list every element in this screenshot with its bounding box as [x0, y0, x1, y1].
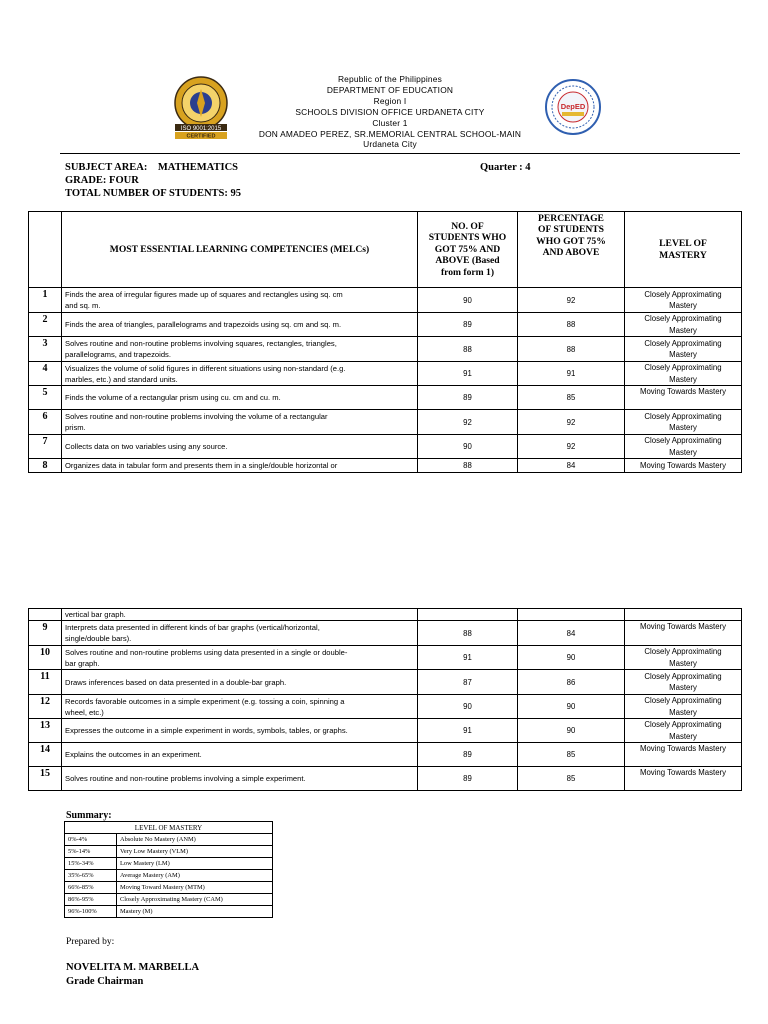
- mastery-level: [625, 646, 742, 670]
- student-percentage: 92: [518, 410, 625, 435]
- header-count-line: from form 1): [440, 266, 495, 278]
- student-count: 90: [418, 435, 518, 459]
- row-number: 15: [29, 767, 62, 791]
- competency-line: prism.: [65, 423, 86, 432]
- competency-line: Visualizes the volume of solid figures in different situations using non-standard (e.g.: [65, 363, 346, 373]
- deped-badge-text: DepED: [560, 102, 586, 111]
- letterhead-line: DON AMADEO PEREZ, SR.MEMORIAL CENTRAL SCHOOL-MAIN: [258, 128, 522, 139]
- header-level-line: LEVEL OF: [659, 238, 707, 250]
- competency-text: [62, 288, 418, 313]
- competency-line: Explains the outcomes in an experiment.: [65, 750, 202, 759]
- summary-label: Moving Toward Mastery (MTM): [117, 882, 273, 894]
- header-competency: MOST ESSENTIAL LEARNING COMPETENCIES (MELCs): [62, 212, 418, 288]
- mastery-level: [625, 621, 742, 646]
- header-count-line: NO. OF: [451, 220, 484, 232]
- signatory-position: Grade Chairman: [66, 976, 144, 987]
- mastery-level-line: Moving Towards Mastery: [639, 387, 727, 396]
- student-count: 92: [418, 410, 518, 435]
- melc-row: [29, 362, 742, 386]
- mastery-level-line: Closely Approximating: [644, 436, 722, 445]
- summary-row: [65, 846, 273, 858]
- grade-label: GRADE: FOUR: [65, 175, 139, 186]
- prepared-by-label: Prepared by:: [66, 937, 115, 947]
- mastery-level-line: Closely Approximating: [644, 289, 722, 299]
- student-count: 88: [418, 621, 518, 646]
- header-percentage-line: OF STUDENTS: [537, 224, 605, 236]
- melc-row: [29, 435, 742, 459]
- quarter-label: Quarter : 4: [480, 162, 531, 173]
- student-count: 91: [418, 362, 518, 386]
- student-percentage: 85: [518, 743, 625, 767]
- student-count: 91: [418, 646, 518, 670]
- competency-line: parallelograms, and trapezoids.: [65, 350, 171, 359]
- mastery-level-line: Moving Towards Mastery: [639, 622, 727, 631]
- row-number: 4: [29, 362, 62, 386]
- student-percentage: 92: [518, 288, 625, 313]
- summary-row: [65, 834, 273, 846]
- competency-line: and sq. m.: [65, 301, 101, 310]
- row-number: 6: [29, 410, 62, 435]
- melc-row: [29, 313, 742, 337]
- mastery-level-line: Moving Towards Mastery: [639, 744, 727, 753]
- header-percentage-line: WHO GOT 75%: [536, 235, 606, 247]
- melc-row: [29, 621, 742, 646]
- competency-text: [62, 459, 418, 473]
- row-number: 8: [29, 459, 62, 473]
- summary-label: Closely Approximating Mastery (CAM): [117, 894, 273, 906]
- school-seal-left: [166, 75, 236, 141]
- competency-text: [62, 695, 418, 719]
- competency-line: marbles, etc.) and standard units.: [65, 374, 178, 384]
- student-percentage: 88: [518, 313, 625, 337]
- competency-text: [62, 313, 418, 337]
- row-number: 3: [29, 337, 62, 362]
- student-count: 90: [418, 288, 518, 313]
- competency-line: Records favorable outcomes in a simple experiment (e.g. tossing a coin, spinning a: [65, 696, 345, 706]
- mastery-level-line: Mastery: [669, 374, 697, 384]
- competency-line: Solves routine and non-routine problems involving the volume of a rectangular: [65, 412, 328, 421]
- summary-range: 15%-34%: [65, 858, 117, 870]
- mastery-level-line: Moving Towards Mastery: [639, 460, 727, 470]
- student-count: 89: [418, 313, 518, 337]
- row-number: 2: [29, 313, 62, 337]
- row-number: 9: [29, 621, 62, 646]
- letterhead-line: SCHOOLS DIVISION OFFICE URDANETA CITY: [295, 106, 485, 117]
- competency-text: [62, 646, 418, 670]
- mastery-level: [625, 695, 742, 719]
- summary-label: Mastery (M): [117, 906, 273, 918]
- mastery-level-line: Closely Approximating: [644, 363, 722, 372]
- mastery-level-line: Mastery: [669, 423, 697, 432]
- competency-line: Finds the area of triangles, parallelograms and trapezoids using sq. cm and sq. m.: [65, 320, 342, 329]
- mastery-level: [625, 410, 742, 435]
- competency-text: [62, 362, 418, 386]
- mastery-level: [625, 767, 742, 791]
- competency-line: Solves routine and non-routine problems involving squares, rectangles, triangles,: [65, 339, 337, 348]
- competency-text: [62, 719, 418, 743]
- competency-line: Solves routine and non-routine problems using data presented in a single or double-: [65, 647, 348, 657]
- letterhead-line: Urdaneta City: [363, 139, 417, 150]
- competency-line: Collects data on two variables using any source.: [65, 442, 228, 451]
- mastery-level-line: Closely Approximating: [644, 338, 722, 348]
- melc-table-continued: [28, 608, 742, 791]
- mastery-level: [625, 362, 742, 386]
- summary-title: Summary:: [66, 810, 112, 821]
- mastery-level: [625, 743, 742, 767]
- summary-table-title: LEVEL OF MASTERY: [65, 822, 273, 834]
- header-divider: [60, 153, 740, 154]
- letterhead-line: Cluster 1: [372, 117, 408, 128]
- row-number: 10: [29, 646, 62, 670]
- summary-row: [65, 870, 273, 882]
- header-count-line: ABOVE (Based: [435, 255, 500, 267]
- student-percentage: 90: [518, 646, 625, 670]
- total-students-label: TOTAL NUMBER OF STUDENTS: 95: [65, 188, 242, 199]
- summary-range: 86%-95%: [65, 894, 117, 906]
- student-count: 87: [418, 670, 518, 695]
- subject-value: MATHEMATICS: [157, 162, 238, 173]
- competency-text: [62, 621, 418, 646]
- competency-text: [62, 386, 418, 410]
- competency-line: bar graph.: [65, 658, 100, 668]
- student-count: 91: [418, 719, 518, 743]
- student-percentage: 85: [518, 386, 625, 410]
- mastery-level-line: Mastery: [669, 683, 697, 692]
- mastery-level-line: Moving Towards Mastery: [639, 768, 727, 777]
- competency-line: Solves routine and non-routine problems involving a simple experiment.: [65, 774, 306, 783]
- mastery-level: [625, 435, 742, 459]
- mastery-level-line: Mastery: [669, 325, 697, 335]
- student-count: 89: [418, 386, 518, 410]
- subject-area: [65, 161, 238, 174]
- header-percentage-line: PERCENTAGE: [538, 213, 604, 224]
- header-number-cell: [29, 212, 62, 288]
- melc-row: [29, 646, 742, 670]
- letterhead-line: DEPARTMENT OF EDUCATION: [326, 84, 454, 95]
- seal-ribbon-text: ISO 9001:2015: [180, 126, 222, 132]
- seal-ribbon-subtext: CERTIFIED: [186, 133, 216, 140]
- summary-range: 0%-4%: [65, 834, 117, 846]
- letterhead: [230, 74, 550, 150]
- mastery-level-line: Mastery: [669, 658, 697, 668]
- competency-line: Finds the area of irregular figures made up of squares and rectangles using sq. cm: [65, 290, 343, 299]
- mastery-level-line: Mastery: [669, 301, 697, 310]
- mastery-level-line: Closely Approximating: [644, 696, 722, 705]
- mastery-level: [625, 313, 742, 337]
- competency-text: [62, 337, 418, 362]
- student-percentage: 90: [518, 719, 625, 743]
- header-count: [418, 212, 518, 288]
- competency-text: [62, 435, 418, 459]
- mastery-level-line: Closely Approximating: [644, 720, 722, 729]
- row-number: 11: [29, 670, 62, 695]
- header-count-line: GOT 75% AND: [434, 243, 501, 255]
- melc-row: [29, 386, 742, 410]
- melc-row: [29, 695, 742, 719]
- header-percentage: [518, 212, 625, 288]
- continuation-level-cell: [625, 609, 742, 621]
- student-count: 89: [418, 743, 518, 767]
- competency-text: [62, 670, 418, 695]
- school-seal-right: [543, 78, 603, 136]
- summary-label: Low Mastery (LM): [117, 858, 273, 870]
- student-count: 88: [418, 337, 518, 362]
- school-seal-left-icon: [166, 75, 236, 141]
- signatory-name: NOVELITA M. MARBELLA: [66, 962, 200, 973]
- summary-row: [65, 906, 273, 918]
- student-percentage: 86: [518, 670, 625, 695]
- summary-table: [64, 821, 273, 918]
- mastery-level: [625, 459, 742, 473]
- row-number: 13: [29, 719, 62, 743]
- student-percentage: 84: [518, 621, 625, 646]
- competency-line: Finds the volume of a rectangular prism using cu. cm and cu. m.: [65, 393, 281, 402]
- summary-range: 66%-85%: [65, 882, 117, 894]
- header-level: [625, 212, 742, 288]
- mastery-level: [625, 670, 742, 695]
- melc-row: [29, 767, 742, 791]
- continuation-percent-cell: [518, 609, 625, 621]
- continuation-text: vertical bar graph.: [62, 609, 418, 621]
- student-count: 89: [418, 767, 518, 791]
- melc-row: [29, 459, 742, 473]
- student-percentage: 92: [518, 435, 625, 459]
- header-count-line: STUDENTS WHO: [428, 232, 507, 244]
- competency-line: Draws inferences based on data presented in a double-bar graph.: [65, 677, 287, 687]
- competency-line: wheel, etc.): [65, 707, 104, 717]
- summary-label: Very Low Mastery (VLM): [117, 846, 273, 858]
- summary-label: Average Mastery (AM): [117, 870, 273, 882]
- row-number: 7: [29, 435, 62, 459]
- melc-row: [29, 337, 742, 362]
- header-level-line: MASTERY: [659, 249, 707, 261]
- mastery-level-line: Mastery: [669, 707, 697, 717]
- header-percentage-line: AND ABOVE: [542, 247, 600, 259]
- student-percentage: 85: [518, 767, 625, 791]
- competency-line: single/double bars).: [65, 634, 132, 643]
- student-percentage: 91: [518, 362, 625, 386]
- mastery-level: [625, 386, 742, 410]
- summary-row: [65, 894, 273, 906]
- melc-row: [29, 743, 742, 767]
- row-number: 5: [29, 386, 62, 410]
- competency-line: Interprets data presented in different kinds of bar graphs (vertical/horizontal,: [65, 623, 320, 632]
- competency-text: [62, 410, 418, 435]
- letterhead-line: Republic of the Philippines: [337, 74, 443, 84]
- mastery-level: [625, 719, 742, 743]
- melc-row: [29, 719, 742, 743]
- melc-table: [28, 211, 742, 473]
- mastery-level-line: Closely Approximating: [644, 671, 722, 681]
- summary-range: 5%-14%: [65, 846, 117, 858]
- mastery-level-line: Closely Approximating: [644, 314, 722, 323]
- student-count: 90: [418, 695, 518, 719]
- summary-header-row: [65, 822, 273, 834]
- melc-row: [29, 670, 742, 695]
- mastery-level-line: Mastery: [669, 350, 697, 359]
- mastery-level-line: Closely Approximating: [644, 411, 722, 421]
- deped-seal-icon: [543, 78, 603, 136]
- student-percentage: 90: [518, 695, 625, 719]
- competency-text: [62, 767, 418, 791]
- row-number: 12: [29, 695, 62, 719]
- mastery-level-line: Mastery: [669, 447, 697, 457]
- summary-label: Absolute No Mastery (ANM): [117, 834, 273, 846]
- student-percentage: 84: [518, 459, 625, 473]
- melc-row: [29, 410, 742, 435]
- mastery-level-line: Closely Approximating: [644, 647, 722, 656]
- summary-range: 35%-65%: [65, 870, 117, 882]
- continuation-number-cell: [29, 609, 62, 621]
- continuation-count-cell: [418, 609, 518, 621]
- melc-row: [29, 288, 742, 313]
- student-percentage: 88: [518, 337, 625, 362]
- competency-text: [62, 743, 418, 767]
- summary-range: 96%-100%: [65, 906, 117, 918]
- mastery-level: [625, 337, 742, 362]
- row-number: 14: [29, 743, 62, 767]
- letterhead-line: Region I: [373, 95, 407, 106]
- mastery-level-line: Mastery: [669, 731, 697, 741]
- subject-label: SUBJECT AREA:: [65, 162, 148, 173]
- student-count: 88: [418, 459, 518, 473]
- melc-header-row: [29, 212, 742, 288]
- continuation-row: [29, 609, 742, 621]
- mastery-level: [625, 288, 742, 313]
- summary-row: [65, 882, 273, 894]
- competency-line: Organizes data in tabular form and presents them in a single/double horizontal or: [65, 461, 338, 470]
- summary-row: [65, 858, 273, 870]
- row-number: 1: [29, 288, 62, 313]
- competency-line: Expresses the outcome in a simple experiment in words, symbols, tables, or graphs.: [65, 726, 348, 735]
